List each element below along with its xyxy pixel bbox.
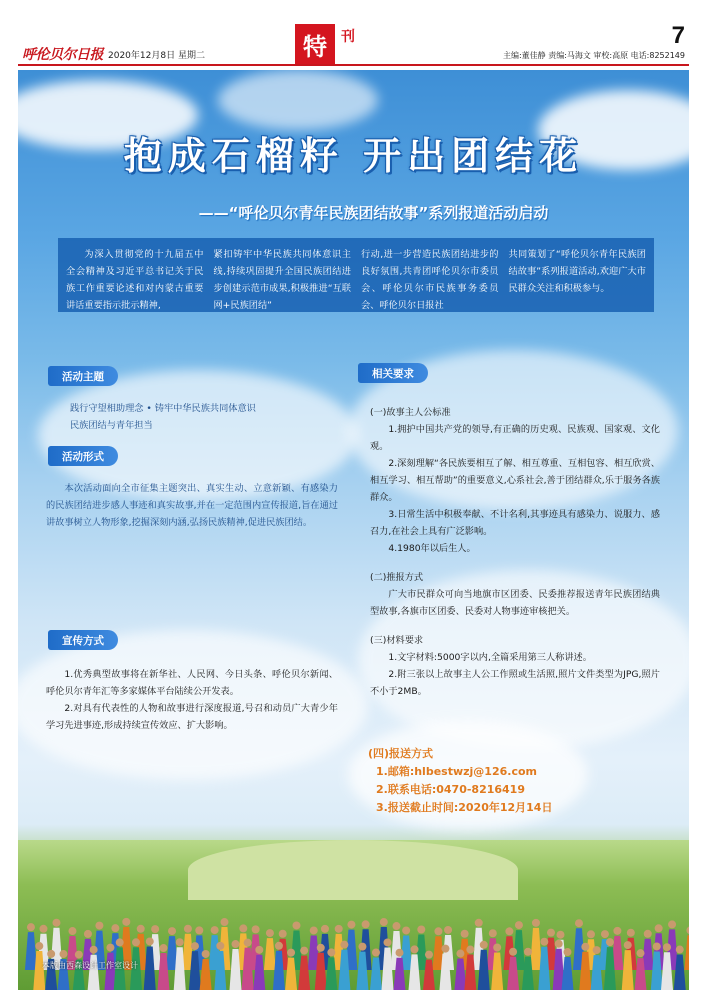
issue-date: 2020年12月8日 星期二 <box>108 51 205 61</box>
person-head <box>27 923 35 931</box>
person-head <box>255 946 263 954</box>
person-head <box>340 941 348 949</box>
theme-label: 活动主题 <box>48 366 118 386</box>
cloud-decoration <box>218 70 378 130</box>
person-head <box>68 927 76 935</box>
badge-kan: 刊 <box>341 29 355 45</box>
person-head <box>335 925 343 933</box>
req-s1-item-1: 1.拥护中国共产党的领导,有正确的历史观、民族观、国家观、文化观。 <box>370 424 660 452</box>
person-head <box>637 949 645 957</box>
person-head <box>456 950 464 958</box>
person-head <box>564 948 572 956</box>
req-s2-title: (二)推报方式 <box>370 572 424 583</box>
req-s1-title: (一)故事主人公标准 <box>370 407 451 418</box>
person-head <box>489 929 497 937</box>
editor-credits: 主编:董佳静 责编:马海文 审校:高原 电话:8252149 <box>502 51 685 60</box>
person-head <box>624 941 632 949</box>
requirements-label: 相关要求 <box>358 363 428 383</box>
person-head <box>593 946 601 954</box>
person-head <box>425 951 433 959</box>
person-head <box>47 950 55 958</box>
intro-col-4: 共同策划了“呼伦贝尔青年民族团结故事”系列报道活动,欢迎广大市民群众关注和积极参与。 <box>508 249 646 294</box>
person-head <box>90 946 98 954</box>
person-head <box>275 942 283 950</box>
person-head <box>384 938 392 946</box>
person-head <box>644 930 652 938</box>
person-head <box>575 919 583 927</box>
person-head <box>509 948 517 956</box>
person-head <box>106 944 114 952</box>
poster-subtitle: ——“呼伦贝尔青年民族团结故事”系列报道活动启动 <box>198 204 549 222</box>
person-head <box>380 918 388 926</box>
intro-col-1: 为深入贯彻党的十九届五中全会精神及习近平总书记关于民族工作重要论述和对内蒙古重要讲话重要指示批示精神, <box>66 249 204 311</box>
person-head <box>396 949 404 957</box>
person-head <box>244 939 252 947</box>
person-head <box>59 950 67 958</box>
person-head <box>547 929 555 937</box>
person-head <box>417 925 425 933</box>
header-rule <box>18 64 689 66</box>
report-deadline: 3.报送截止时间:2020年12月14日 <box>376 801 553 814</box>
person-head <box>151 925 159 933</box>
report-email: 1.邮箱:hlbestwzj@126.com <box>376 765 537 778</box>
person-head <box>524 948 532 956</box>
person-head <box>95 922 103 930</box>
person-head <box>202 950 210 958</box>
requirements-text <box>370 400 660 700</box>
person-head <box>216 942 224 950</box>
person-head <box>466 946 474 954</box>
req-s3-item-1: 1.文字材料:5000字以内,全篇采用第三人称讲述。 <box>388 652 592 663</box>
person-head <box>362 920 370 928</box>
person-head <box>686 926 689 934</box>
person-head <box>434 927 442 935</box>
theme-line-1: 践行守望相助理念 • 铸牢中华民族共同体意识 <box>70 403 256 414</box>
person-head <box>317 944 325 952</box>
poster-title: 抱成石榴籽 开出团结花 <box>123 133 584 178</box>
person-head <box>39 925 47 933</box>
intro-col-2: 紧扣铸牢中华民族共同体意识主线,持续巩固提升全国民族团结进步创建示范市成果,积极推进“互联网+民族团结” <box>213 249 351 311</box>
person-head <box>601 930 609 938</box>
person-robe <box>25 932 37 970</box>
page-header <box>0 0 707 68</box>
person-head <box>84 930 92 938</box>
person-head <box>347 921 355 929</box>
person-head <box>587 930 595 938</box>
person-head <box>310 926 318 934</box>
person-head <box>159 944 167 952</box>
person-head <box>358 943 366 951</box>
person-head <box>606 938 614 946</box>
person-head <box>122 918 130 926</box>
req-s3-title: (三)材料要求 <box>370 635 424 646</box>
person-head <box>540 938 548 946</box>
person-head <box>35 942 43 950</box>
person-head <box>191 942 199 950</box>
person-head <box>402 926 410 934</box>
design-credit: 本版由西森设计工作室设计 <box>42 961 138 970</box>
req-s3-item-2: 2.附三张以上故事主人公工作照或生活照,照片文件类型为JPG,照片不小于2MB。 <box>370 669 660 697</box>
person-head <box>461 930 469 938</box>
req-s1-item-4: 4.1980年以后生人。 <box>388 543 476 554</box>
person-head <box>287 949 295 957</box>
person-head <box>532 919 540 927</box>
req-s1-item-2: 2.深刻理解“各民族要相互了解、相互尊重、互相包容、相互欣赏、相互学习、相互帮助”的重要意义,心系社会,善于团结群众,乐于服务各族群众。 <box>370 458 660 503</box>
theme-line-2: 民族团结与青年担当 <box>70 420 153 431</box>
person-head <box>655 924 663 932</box>
person-head <box>676 946 684 954</box>
person-head <box>555 940 563 948</box>
person-head <box>444 926 452 934</box>
person-head <box>441 945 449 953</box>
person-head <box>220 918 228 926</box>
poster <box>18 70 689 990</box>
special-issue-badge <box>295 28 355 64</box>
form-label: 活动形式 <box>48 446 118 466</box>
person-head <box>480 941 488 949</box>
person-head <box>653 942 661 950</box>
publicity-p1: 1.优秀典型故事将在新华社、人民网、今日头条、呼伦贝尔新闻、呼伦贝尔青年汇等多家媒体平台陆续公开发表。 <box>46 669 338 697</box>
person-robe <box>684 935 689 970</box>
person-head <box>211 926 219 934</box>
form-paragraph: 本次活动面向全市征集主题突出、真实生动、立意新颖、有感染力的民族团结进步感人事迹和真实故事,并在一定范围内宣传报道,旨在通过讲故事树立人物形象,挖掘深刻内涵,弘扬民族精神,促进民族团结。 <box>46 483 338 528</box>
newspaper-logo: 呼伦贝尔日报 <box>22 47 103 63</box>
person-head <box>663 943 671 951</box>
person-head <box>556 931 564 939</box>
badge-te: 特 <box>295 24 335 64</box>
person-head <box>137 925 145 933</box>
person-head <box>581 943 589 951</box>
intro-box <box>58 238 654 312</box>
person-head <box>232 940 240 948</box>
person-head <box>493 943 501 951</box>
report-phone: 2.联系电话:0470-8216419 <box>376 783 525 796</box>
person-head <box>252 925 260 933</box>
person-head <box>372 949 380 957</box>
person-head <box>327 948 335 956</box>
person-head <box>321 925 329 933</box>
person-head <box>52 919 60 927</box>
person-head <box>75 951 83 959</box>
person-head <box>515 921 523 929</box>
person-head <box>668 920 676 928</box>
report-title: (四)报送方式 <box>368 747 434 760</box>
person-head <box>116 938 124 946</box>
person-head <box>627 929 635 937</box>
page-number: 7 <box>671 22 685 49</box>
person-head <box>168 927 176 935</box>
form-text <box>46 480 338 531</box>
person-head <box>239 924 247 932</box>
person-robe <box>264 938 276 970</box>
theme-text <box>70 400 330 434</box>
person-head <box>146 937 154 945</box>
req-s2-text: 广大市民群众可向当地旗市区团委、民委推荐报送青年民族团结典型故事,各旗市区团委、民委对人物事迹审核把关。 <box>370 589 660 617</box>
person-head <box>266 929 274 937</box>
person-head <box>613 927 621 935</box>
person-head <box>292 921 300 929</box>
crowd-illustration <box>18 890 689 990</box>
publicity-label: 宣传方式 <box>48 630 118 650</box>
person-head <box>184 925 192 933</box>
intro-col-3: 行动,进一步营造民族团结进步的良好氛围,共青团呼伦贝尔市委员会、呼伦贝尔市民族事务委员会、呼伦贝尔日报社 <box>361 249 499 311</box>
person-head <box>279 930 287 938</box>
person-head <box>475 919 483 927</box>
req-s1-item-3: 3.日常生活中积极奉献、不计名利,其事迹具有感染力、说服力、感召力,在社会上具有广泛影响。 <box>370 509 660 537</box>
person-head <box>132 938 140 946</box>
person-head <box>176 938 184 946</box>
person-head <box>411 945 419 953</box>
publicity-text <box>46 666 338 734</box>
person-head <box>111 924 119 932</box>
person-head <box>195 926 203 934</box>
person-head <box>300 947 308 955</box>
person-head <box>505 927 513 935</box>
report-method <box>368 745 568 817</box>
person-head <box>392 922 400 930</box>
publicity-p2: 2.对具有代表性的人物和故事进行深度报道,号召和动员广大青少年学习先进事迹,形成持续宣传效应、扩大影响。 <box>46 703 338 731</box>
